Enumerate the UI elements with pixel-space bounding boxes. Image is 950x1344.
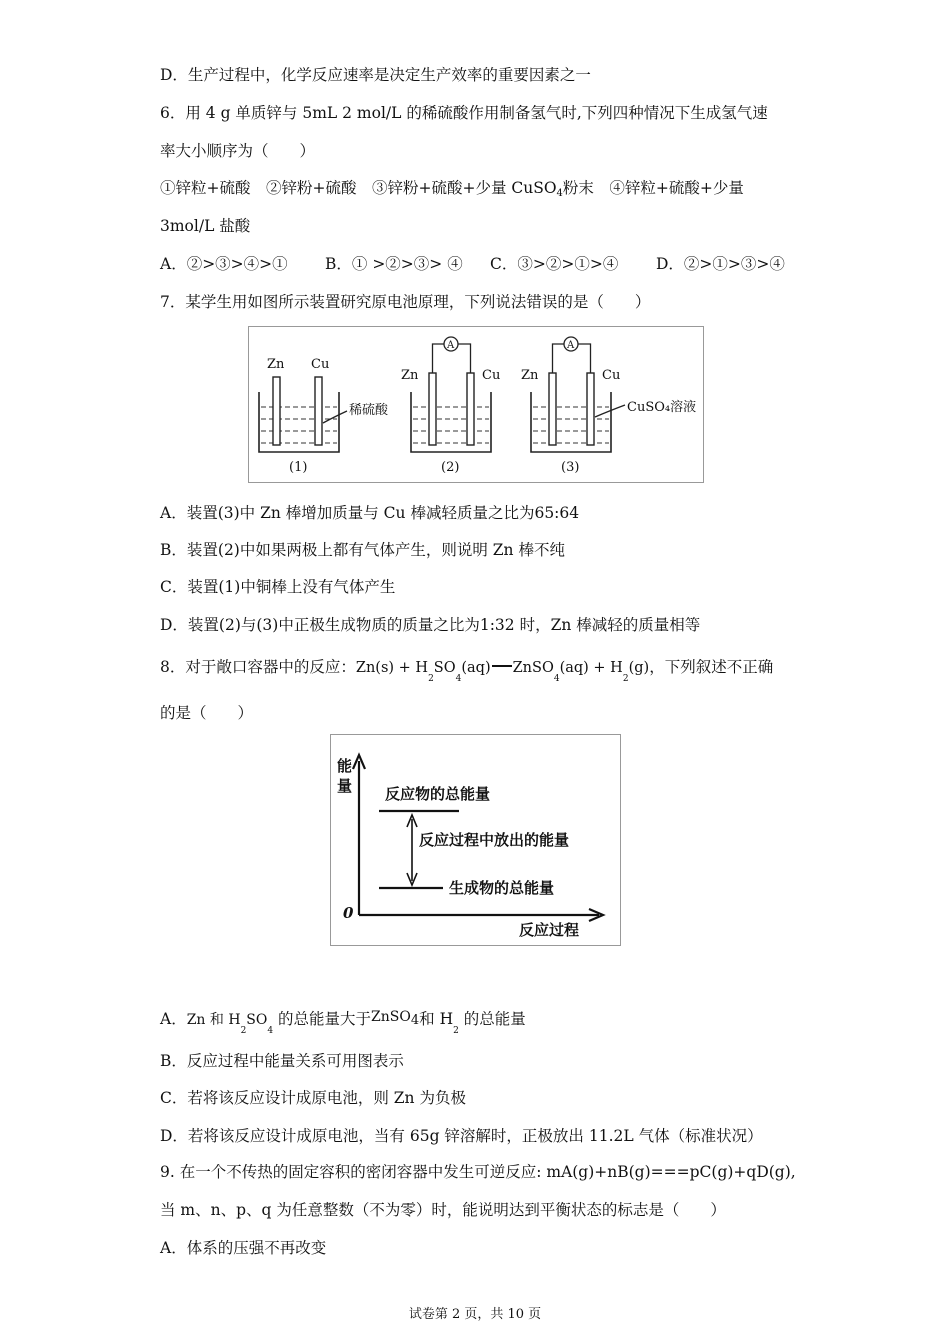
q8-prefix: 8．对于敞口容器中的反应：: [160, 658, 356, 676]
equals-bar: [492, 665, 512, 667]
zn-electrode-1: [273, 377, 280, 445]
y-label-1: 能: [337, 757, 353, 775]
cu-label-3: Cu: [602, 368, 621, 383]
caption-2: (2): [441, 460, 460, 475]
galvanic-cell-diagram: [249, 327, 703, 482]
zn-label-3: Zn: [521, 368, 539, 383]
q8-equation: $Zn(s) + H_2SO_4(aq)$ ZnSO$_4$(aq) + $H_2(g)$: [355, 660, 650, 684]
q9-option-a: A．体系的压强不再改变: [160, 1239, 327, 1257]
q8-stem-line1: [160, 657, 774, 684]
q6-cond-a: ①锌粒+硫酸 ②锌粉+硫酸 ③锌粉+硫酸+少量 CuSO: [160, 179, 557, 197]
cu-electrode-2: [467, 373, 474, 445]
q6-option-a: A．②>③>④>①: [160, 255, 288, 273]
acid-label: 稀硫酸: [349, 403, 389, 418]
q8-suffix: ，下列叙述不正确: [649, 658, 774, 676]
zn-electrode-3: [549, 373, 556, 445]
q6-conditions-line2: 3mol/L 盐酸: [160, 217, 251, 235]
q6-cond-sub: 4: [556, 188, 563, 199]
energy-diagram-figure: [330, 734, 621, 946]
caption-1: (1): [289, 460, 308, 475]
cu-label-2: Cu: [482, 368, 501, 383]
origin-label: 0: [343, 904, 354, 922]
q7-option-a: A．装置(3)中 Zn 棒增加质量与 Cu 棒减轻质量之比为65:64: [160, 504, 580, 522]
y-label-2: 量: [337, 777, 353, 795]
cu-label-1: Cu: [311, 357, 330, 372]
q5-option-d: D．生产过程中，化学反应速率是决定生产效率的重要因素之一: [160, 66, 591, 84]
zn-label-1: Zn: [267, 357, 285, 372]
q7-option-d: D．装置(2)与(3)中正极生成物质的质量之比为1:32 时，Zn 棒减轻的质量相等: [160, 616, 701, 634]
released-label: 反应过程中放出的能量: [419, 831, 570, 849]
reactants-label: 反应物的总能量: [385, 785, 491, 803]
caption-3: (3): [561, 460, 580, 475]
q6-option-b: B．① >②>③> ④: [325, 255, 463, 273]
q8-option-a: A．Zn 和 $H_2SO_4$ 的总能量大于ZnSO4和 $H_2$ 的总能量: [160, 1009, 526, 1036]
ammeter-2-label: A: [447, 340, 455, 351]
q8-option-b: B．反应过程中能量关系可用图表示: [160, 1052, 404, 1070]
q8-stem-line2: 的是（ ）: [160, 704, 254, 722]
q6-stem-line2: 率大小顺序为（ ）: [160, 142, 316, 160]
q6-stem-line1: 6．用 4 g 单质锌与 5mL 2 mol/L 的稀硫酸作用制备氢气时,下列四种情况下生成氢气速: [160, 104, 768, 122]
products-label: 生成物的总能量: [449, 879, 555, 897]
q9-stem-line2: 当 m、n、p、q 为任意整数（不为零）时，能说明达到平衡状态的标志是（ ）: [160, 1201, 726, 1219]
x-axis-label: 反应过程: [519, 921, 580, 939]
galvanic-cell-figure: [248, 326, 704, 483]
cu-electrode-1: [315, 377, 322, 445]
q9-stem-line1: 9. 在一个不传热的固定容积的密闭容器中发生可逆反应: mA(g)+nB(g)===pC(g)+qD(g),: [160, 1163, 796, 1181]
q6-option-d: D．②>①>③>④: [656, 255, 785, 273]
energy-diagram: [331, 735, 620, 945]
cu-electrode-3: [587, 373, 594, 445]
q6-cond-b: 粉末 ④锌粒+硫酸+少量: [562, 179, 744, 197]
ammeter-3-label: A: [567, 340, 575, 351]
page-footer: 试卷第 2 页，共 10 页: [408, 1307, 542, 1322]
q8-option-d: D．若将该反应设计成原电池，当有 65g 锌溶解时，正极放出 11.2L 气体（标准状况）: [160, 1127, 763, 1145]
q7-option-c: C．装置(1)中铜棒上没有气体产生: [160, 578, 396, 596]
zn-electrode-2: [429, 373, 436, 445]
q6-conditions: [160, 178, 744, 204]
q7-option-b: B．装置(2)中如果两极上都有气体产生，则说明 Zn 棒不纯: [160, 541, 565, 559]
q7-stem: 7．某学生用如图所示装置研究原电池原理，下列说法错误的是（ ）: [160, 293, 651, 311]
q8-option-c: C．若将该反应设计成原电池，则 Zn 为负极: [160, 1089, 466, 1107]
cuso4-label: CuSO₄溶液: [627, 400, 697, 415]
q6-option-c: C．③>②>①>④: [490, 255, 619, 273]
zn-label-2: Zn: [401, 368, 419, 383]
